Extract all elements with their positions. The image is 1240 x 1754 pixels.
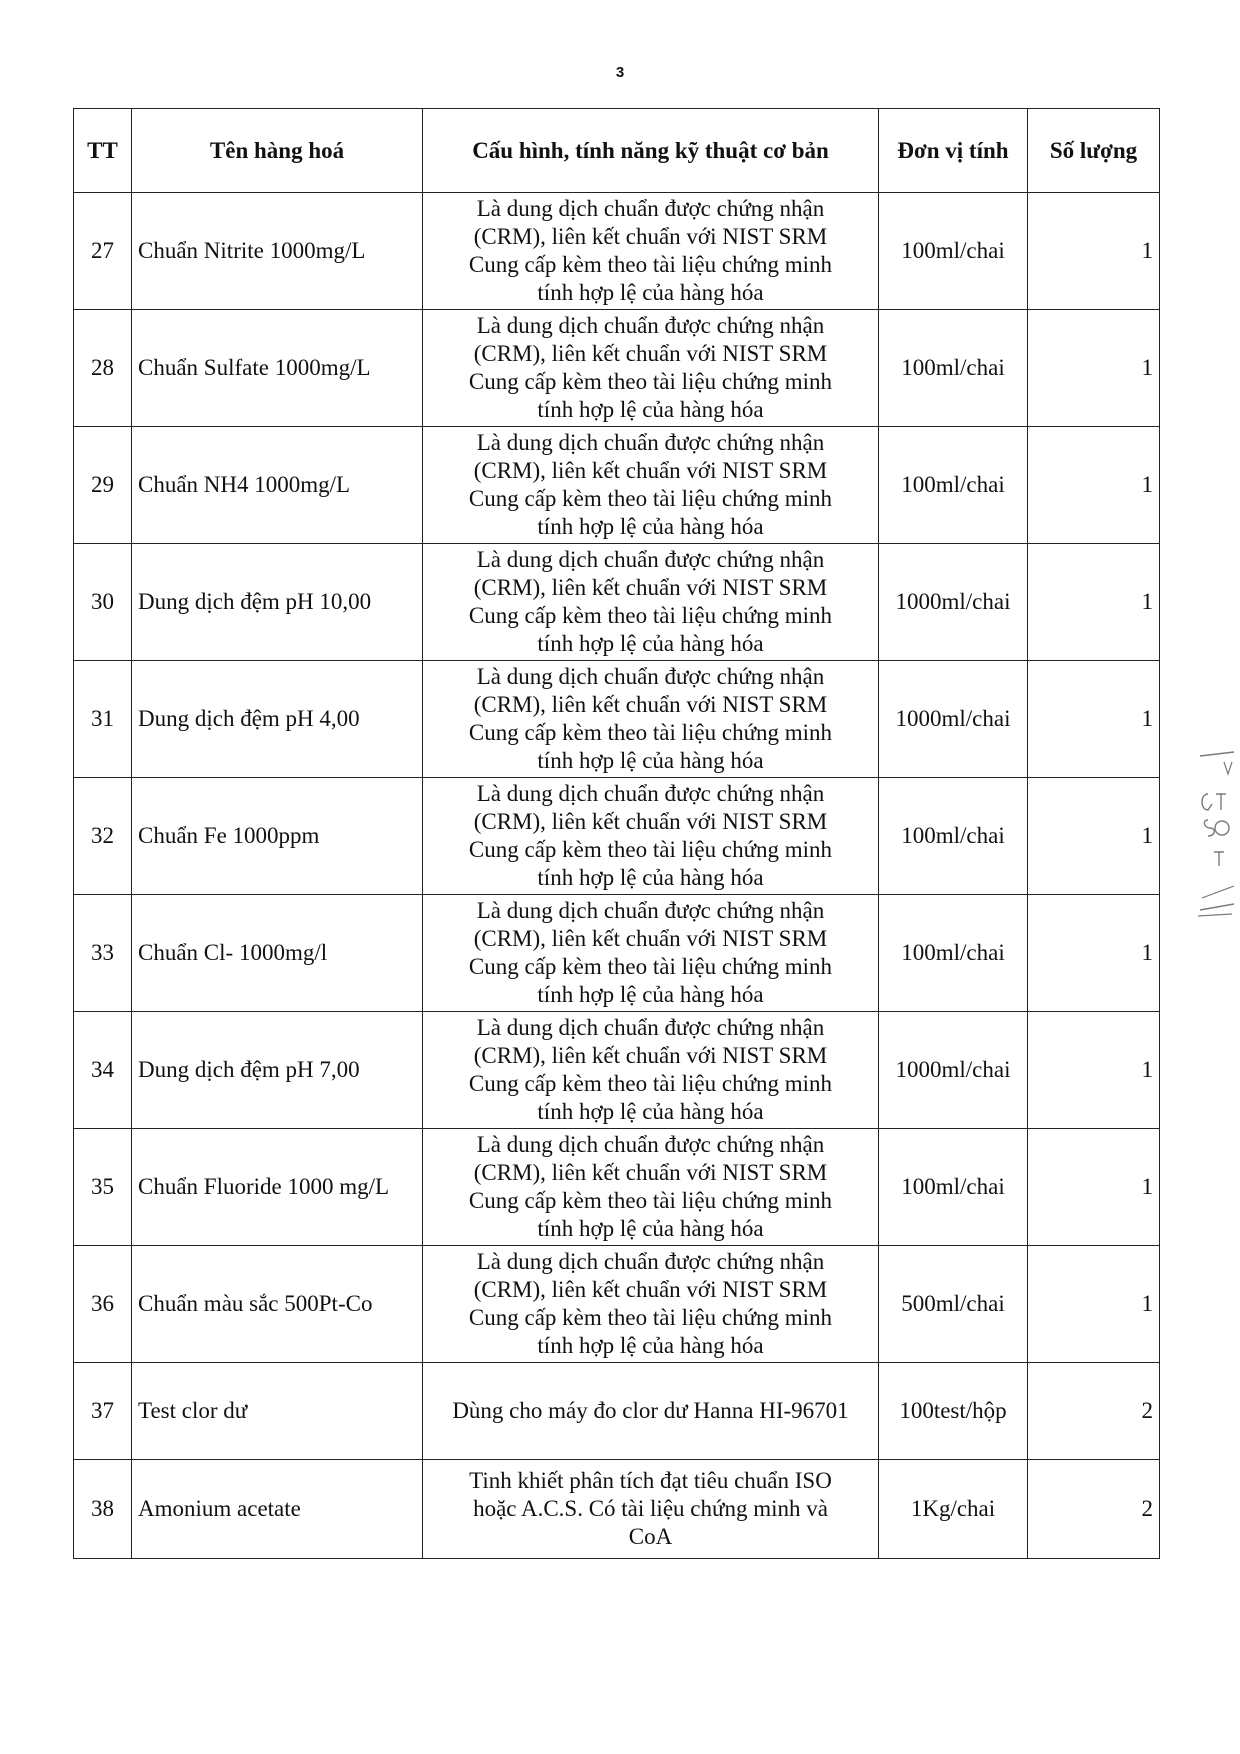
cell-name: Chuẩn màu sắc 500Pt-Co <box>132 1246 423 1363</box>
cell-tt: 29 <box>74 427 132 544</box>
cell-name: Dung dịch đệm pH 10,00 <box>132 544 423 661</box>
spec-line: Là dung dịch chuẩn được chứng nhận <box>476 898 825 923</box>
spec-line: tính hợp lệ của hàng hóa <box>537 865 764 890</box>
cell-qty: 1 <box>1028 544 1160 661</box>
spec-line: Cung cấp kèm theo tài liệu chứng minh <box>468 837 833 862</box>
spec-line: Là dung dịch chuẩn được chứng nhận <box>476 196 825 221</box>
spec-line: tính hợp lệ của hàng hóa <box>537 748 764 773</box>
spec-line: Dùng cho máy đo clor dư Hanna HI-96701 <box>452 1398 849 1423</box>
cell-tt: 38 <box>74 1460 132 1559</box>
cell-spec <box>423 1246 879 1363</box>
cell-qty: 1 <box>1028 661 1160 778</box>
spec-line: CoA <box>628 1524 673 1549</box>
cell-qty: 2 <box>1028 1460 1160 1559</box>
spec-line: tính hợp lệ của hàng hóa <box>537 1099 764 1124</box>
cell-name: Chuẩn Sulfate 1000mg/L <box>132 310 423 427</box>
spec-line: (CRM), liên kết chuẩn với NIST SRM <box>473 1277 828 1302</box>
cell-qty: 1 <box>1028 427 1160 544</box>
cell-spec <box>423 1012 879 1129</box>
header-spec: Cấu hình, tính năng kỹ thuật cơ bản <box>423 109 879 193</box>
cell-tt: 32 <box>74 778 132 895</box>
spec-line: Cung cấp kèm theo tài liệu chứng minh <box>468 486 833 511</box>
page-number: 3 <box>615 64 625 81</box>
spec-line: (CRM), liên kết chuẩn với NIST SRM <box>473 458 828 483</box>
cell-unit: 100ml/chai <box>879 778 1028 895</box>
spec-line: (CRM), liên kết chuẩn với NIST SRM <box>473 575 828 600</box>
spec-line: (CRM), liên kết chuẩn với NIST SRM <box>473 809 828 834</box>
cell-unit: 100ml/chai <box>879 427 1028 544</box>
cell-unit: 500ml/chai <box>879 1246 1028 1363</box>
spec-line: Tinh khiết phân tích đạt tiêu chuẩn ISO <box>469 1468 832 1493</box>
spec-line: Là dung dịch chuẩn được chứng nhận <box>476 1015 825 1040</box>
spec-line: tính hợp lệ của hàng hóa <box>537 514 764 539</box>
table-row <box>74 310 1160 427</box>
table-header-row <box>74 109 1160 193</box>
cell-spec <box>423 193 879 310</box>
cell-spec <box>423 427 879 544</box>
spec-line: Cung cấp kèm theo tài liệu chứng minh <box>468 1071 833 1096</box>
spec-line: tính hợp lệ của hàng hóa <box>537 1216 764 1241</box>
table-row <box>74 1012 1160 1129</box>
cell-name: Chuẩn Fluoride 1000 mg/L <box>132 1129 423 1246</box>
spec-line: (CRM), liên kết chuẩn với NIST SRM <box>473 1160 828 1185</box>
table-row <box>74 193 1160 310</box>
spec-line: (CRM), liên kết chuẩn với NIST SRM <box>473 692 828 717</box>
cell-tt: 30 <box>74 544 132 661</box>
cell-unit: 1Kg/chai <box>879 1460 1028 1559</box>
cell-spec <box>423 544 879 661</box>
spec-line: (CRM), liên kết chuẩn với NIST SRM <box>473 1043 828 1068</box>
cell-qty: 1 <box>1028 1129 1160 1246</box>
table-row <box>74 544 1160 661</box>
cell-tt: 35 <box>74 1129 132 1246</box>
cell-unit: 1000ml/chai <box>879 1012 1028 1129</box>
table-row <box>74 778 1160 895</box>
cell-name: Chuẩn Fe 1000ppm <box>132 778 423 895</box>
spec-line: Cung cấp kèm theo tài liệu chứng minh <box>468 369 833 394</box>
table-row <box>74 1460 1160 1559</box>
cell-spec <box>423 895 879 1012</box>
table-row <box>74 1129 1160 1246</box>
cell-tt: 27 <box>74 193 132 310</box>
cell-tt: 28 <box>74 310 132 427</box>
spec-line: tính hợp lệ của hàng hóa <box>537 1333 764 1358</box>
table-row <box>74 895 1160 1012</box>
spec-line: Cung cấp kèm theo tài liệu chứng minh <box>468 1305 833 1330</box>
cell-unit: 1000ml/chai <box>879 661 1028 778</box>
spec-line: hoặc A.C.S. Có tài liệu chứng minh và <box>473 1496 828 1521</box>
cell-qty: 1 <box>1028 1246 1160 1363</box>
spec-line: Là dung dịch chuẩn được chứng nhận <box>476 547 825 572</box>
header-unit: Đơn vị tính <box>879 109 1028 193</box>
spec-line: tính hợp lệ của hàng hóa <box>537 280 764 305</box>
spec-line: Cung cấp kèm theo tài liệu chứng minh <box>468 603 833 628</box>
cell-name: Dung dịch đệm pH 7,00 <box>132 1012 423 1129</box>
spec-line: Là dung dịch chuẩn được chứng nhận <box>476 1249 825 1274</box>
cell-spec <box>423 778 879 895</box>
cell-unit: 100ml/chai <box>879 1129 1028 1246</box>
header-name: Tên hàng hoá <box>132 109 423 193</box>
spec-line: (CRM), liên kết chuẩn với NIST SRM <box>473 926 828 951</box>
spec-line: Cung cấp kèm theo tài liệu chứng minh <box>468 252 833 277</box>
spec-line: (CRM), liên kết chuẩn với NIST SRM <box>473 224 828 249</box>
spec-line: tính hợp lệ của hàng hóa <box>537 397 764 422</box>
spec-line: Là dung dịch chuẩn được chứng nhận <box>476 1132 825 1157</box>
spec-line: Là dung dịch chuẩn được chứng nhận <box>476 664 825 689</box>
cell-name: Test clor dư <box>132 1363 423 1460</box>
cell-spec <box>423 1363 879 1460</box>
cell-name: Chuẩn Cl- 1000mg/l <box>132 895 423 1012</box>
cell-qty: 2 <box>1028 1363 1160 1460</box>
spec-line: tính hợp lệ của hàng hóa <box>537 631 764 656</box>
cell-tt: 36 <box>74 1246 132 1363</box>
cell-tt: 31 <box>74 661 132 778</box>
spec-line: Là dung dịch chuẩn được chứng nhận <box>476 313 825 338</box>
cell-unit: 1000ml/chai <box>879 544 1028 661</box>
cell-tt: 33 <box>74 895 132 1012</box>
spec-line: Cung cấp kèm theo tài liệu chứng minh <box>468 720 833 745</box>
cell-spec <box>423 310 879 427</box>
cell-name: Chuẩn NH4 1000mg/L <box>132 427 423 544</box>
cell-unit: 100ml/chai <box>879 310 1028 427</box>
cell-qty: 1 <box>1028 310 1160 427</box>
cell-qty: 1 <box>1028 778 1160 895</box>
cell-name: Amonium acetate <box>132 1460 423 1559</box>
cell-qty: 1 <box>1028 895 1160 1012</box>
cell-spec <box>423 661 879 778</box>
cell-tt: 37 <box>74 1363 132 1460</box>
table-row <box>74 1246 1160 1363</box>
spec-line: (CRM), liên kết chuẩn với NIST SRM <box>473 341 828 366</box>
cell-qty: 1 <box>1028 193 1160 310</box>
cell-name: Chuẩn Nitrite 1000mg/L <box>132 193 423 310</box>
table-row <box>74 1363 1160 1460</box>
spec-line: Là dung dịch chuẩn được chứng nhận <box>476 781 825 806</box>
header-qty: Số lượng <box>1028 109 1160 193</box>
cell-unit: 100test/hộp <box>879 1363 1028 1460</box>
spec-line: Là dung dịch chuẩn được chứng nhận <box>476 430 825 455</box>
goods-table <box>73 108 1160 1559</box>
cell-name: Dung dịch đệm pH 4,00 <box>132 661 423 778</box>
spec-line: tính hợp lệ của hàng hóa <box>537 982 764 1007</box>
stamp-fragment-icon <box>1194 748 1238 948</box>
spec-line: Cung cấp kèm theo tài liệu chứng minh <box>468 1188 833 1213</box>
cell-unit: 100ml/chai <box>879 895 1028 1012</box>
table-row <box>74 427 1160 544</box>
spec-line: Cung cấp kèm theo tài liệu chứng minh <box>468 954 833 979</box>
table-row <box>74 661 1160 778</box>
cell-qty: 1 <box>1028 1012 1160 1129</box>
header-tt: TT <box>74 109 132 193</box>
cell-unit: 100ml/chai <box>879 193 1028 310</box>
cell-tt: 34 <box>74 1012 132 1129</box>
cell-spec <box>423 1460 879 1559</box>
cell-spec <box>423 1129 879 1246</box>
